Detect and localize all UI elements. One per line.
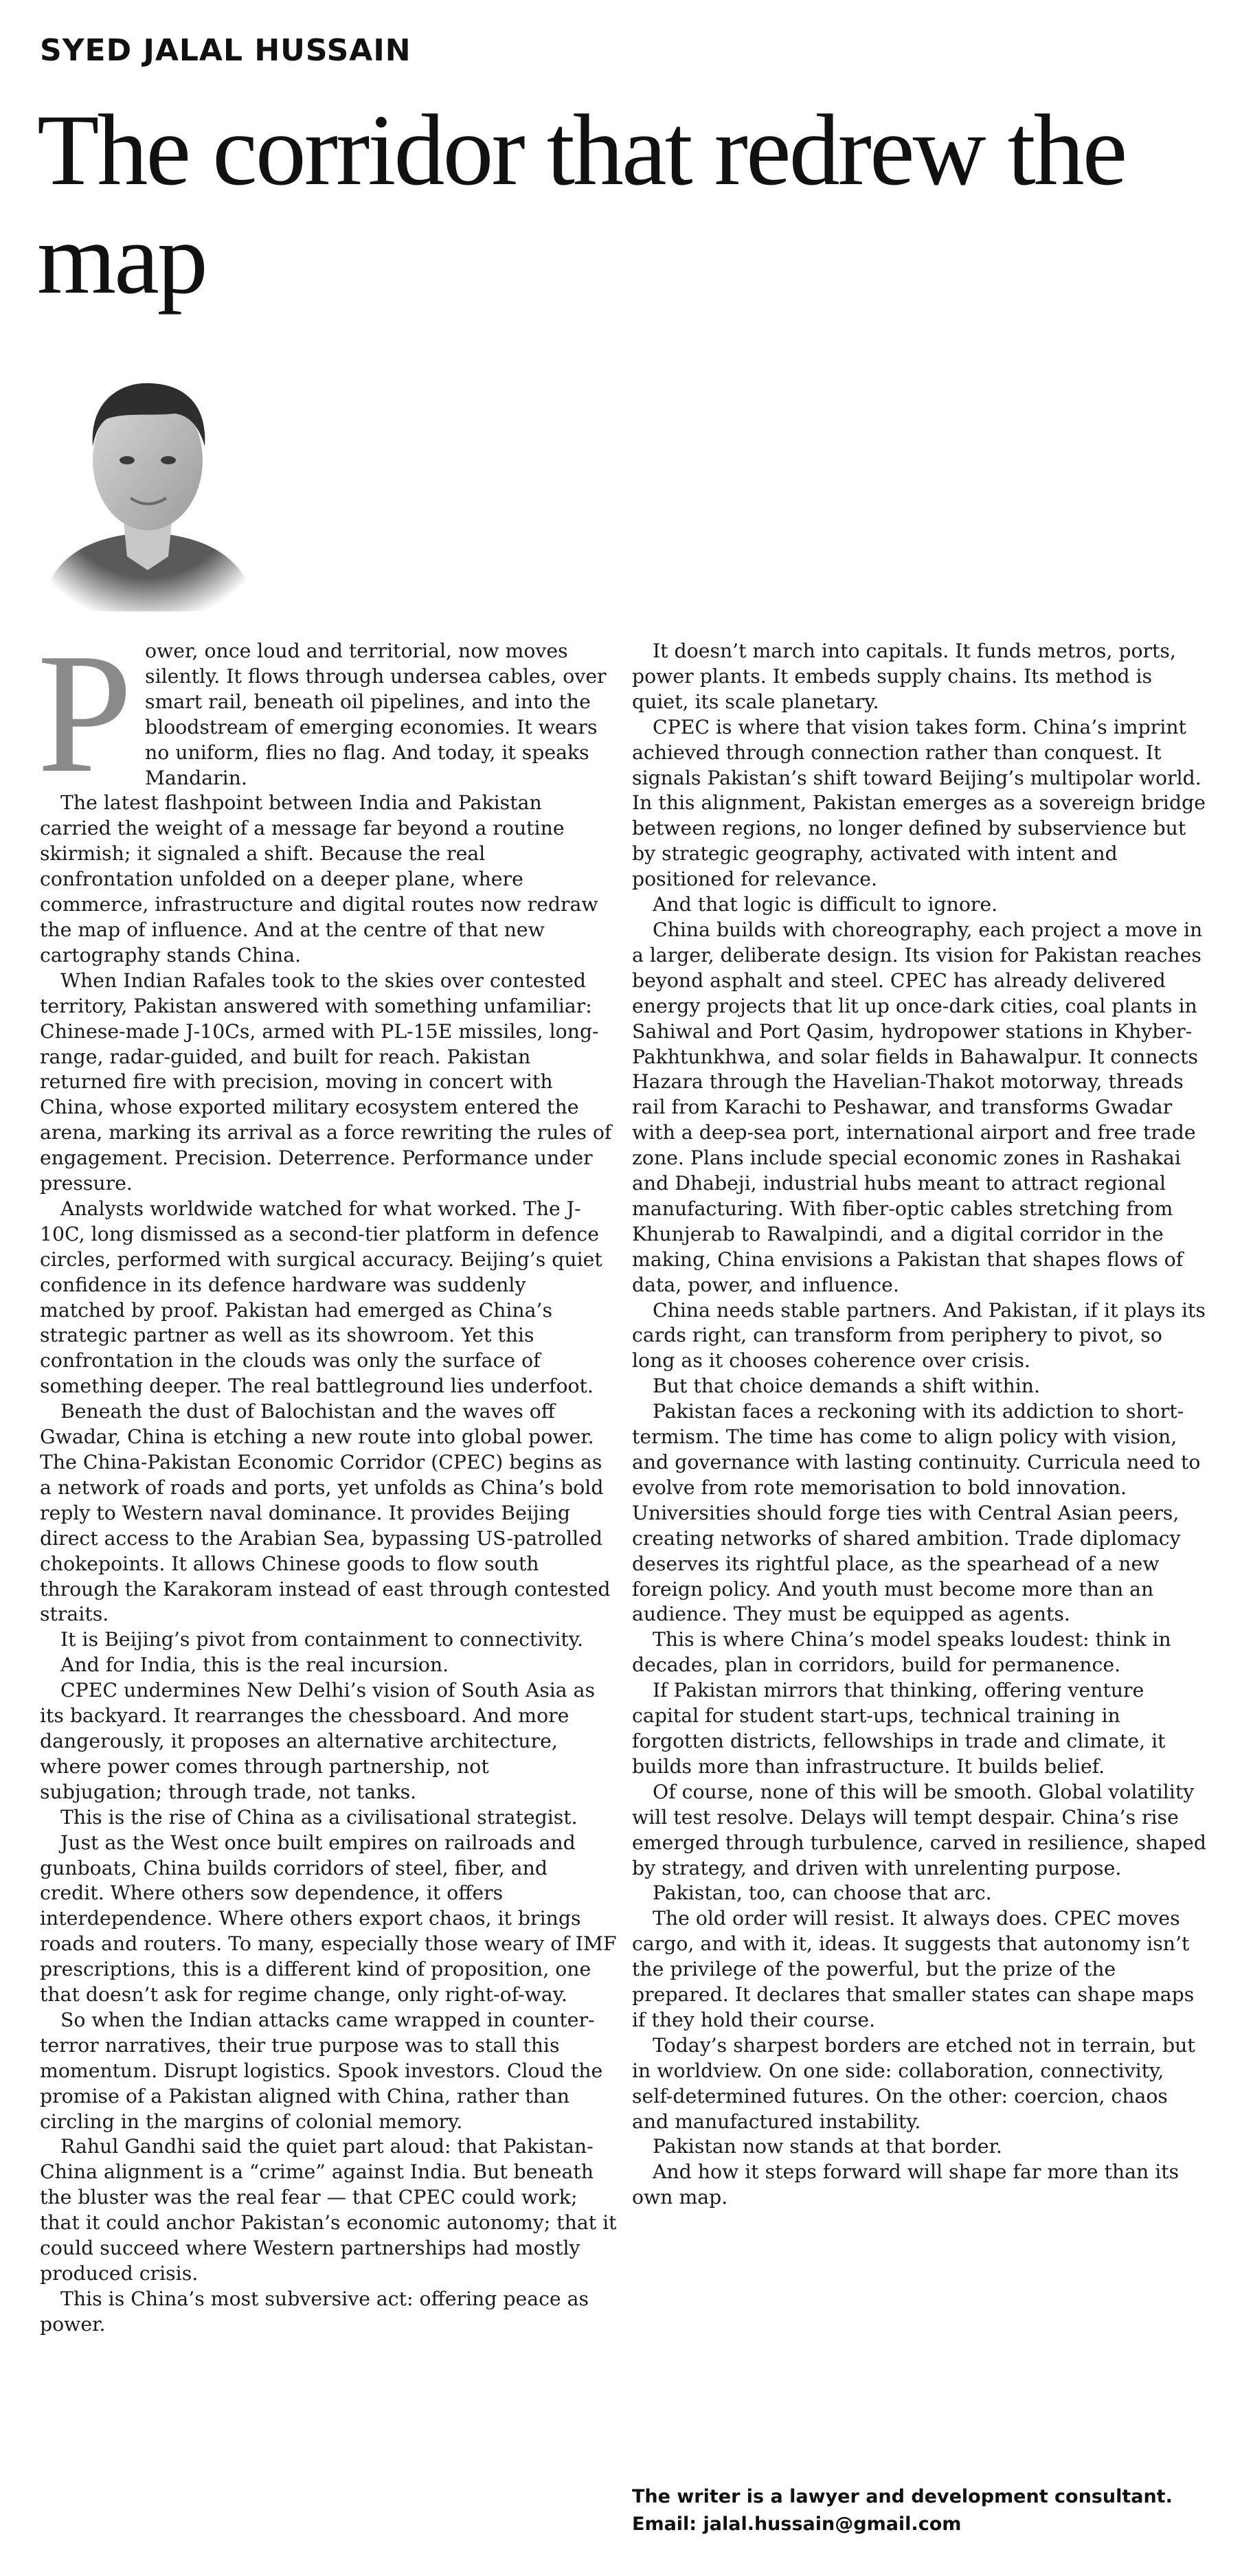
article-column-left [37,618,617,2338]
paragraph: When Indian Rafales took to the skies over contested territory, Pakistan answered with something unfamiliar: Chinese-made J-10Cs, armed with PL-15E missiles, long-range, radar-guided, and built for reach. Pakistan returned fire with precision, moving in concert with China, whose exported military ecosystem entered the arena, marking its arrival as a force rewriting the rules of engagement. Precision. Deterrence. Performance under pressure. [40,969,612,1195]
paragraph: China builds with choreography, each project a move in a larger, deliberate design. Its vision for Pakistan reaches beyond asphalt and steel. CPEC has already delivered energy projects that lit up once-dark cities, coal plants in Sahiwal and Port Qasim, hydropower stations in Khyber-Pakhtunkhwa, and solar fields in Bahawalpur. It connects Hazara through the Havelian-Thakot motorway, threads rail from Karachi to Peshawar, and transforms Gwadar with a deep-sea port, international airport and free trade zone. Plans include special economic zones in Rashakai and Dhabeji, industrial hubs meant to attract regional manufacturing. With fiber-optic cables stretching from Khunjerab to Rawalpindi, and a digital corridor in the making, China envisions a Pakistan that shapes flows of data, power, and influence. [632,918,1203,1296]
paragraph: This is where China’s model speaks loudest: think in decades, plan in corridors, build for permanence. [632,1628,1171,1677]
paragraph: It is Beijing’s pivot from containment to connectivity. [60,1628,583,1651]
paragraph: Pakistan now stands at that border. [653,2135,1002,2158]
paragraph: CPEC is where that vision takes form. China’s imprint achieved through connection rather than conquest. It signals Pakistan’s shift toward Beijing’s multipolar world. In this alignment, Pakistan emerges as a sovereign bridge between regions, no longer defined by subservience but by strategic geography, activated with intent and positioned for relevance. [632,715,1206,891]
paragraph: And how it steps forward will shape far more than its own map. [632,2160,1179,2209]
paragraph: So when the Indian attacks came wrapped in counter-terror narratives, their true purpose was to stall this momentum. Disrupt logistics. Spook investors. Cloud the promise of a Pakistan aligned with China, rather than circling in the margins of colonial memory. [40,2008,603,2133]
paragraph: If Pakistan mirrors that thinking, offering venture capital for student start-ups, technical training in forgotten districts, fellowships in trade and climate, it builds more than infrastructure. It builds belief. [632,1679,1166,1778]
lead-paragraph: Power, once loud and territorial, now moves silently. It flows through undersea cables, over smart rail, beneath oil pipelines, and into the bloodstream of emerging economies. It wears no uniform, flies no flag. And today, it speaks Mandarin. [37,618,607,809]
paragraph: Rahul Gandhi said the quiet part aloud: that Pakistan-China alignment is a “crime” against India. But beneath the bluster was the real fear — that CPEC could work; that it could anchor Pakistan’s economic autonomy; that it could succeed where Western partnerships had mostly produced crisis. [40,2135,617,2285]
paragraph: And for India, this is the real incursion. [60,1653,449,1677]
author-byline: SYED JALAL HUSSAIN [40,33,411,68]
paragraph: Of course, none of this will be smooth. Global volatility will test resolve. Delays will tempt despair. China’s rise emerged through turbulence, carved in resilience, shaped by strategy, and driven with unrelenting purpose. [632,1780,1207,1879]
paragraph: Pakistan faces a reckoning with its addiction to short-termism. The time has come to align policy with vision, and governance with lasting continuity. Curricula need to evolve from rote memorisation to bold innovation. Universities should forge ties with Central Asian peers, creating networks of shared ambition. Trade diplomacy deserves its rightful place, as the spearhead of a new foreign policy. And youth must become more than an audience. They must be equipped as agents. [632,1400,1201,1626]
author-email: Email: jalal.hussain@gmail.com [632,2513,962,2535]
paragraph: The latest flashpoint between India and Pakistan carried the weight of a message far beyond a routine skirmish; it signaled a shift. Because the real confrontation unfolded on a deeper plane, where commerce, infrastructure and digital routes now redraw the map of influence. And at the centre of that new cartography stands China. [40,791,598,967]
writer-note: The writer is a lawyer and development consultant. [632,2486,1173,2507]
paragraph: CPEC undermines New Delhi’s vision of South Asia as its backyard. It rearranges the chessboard. And more dangerously, it proposes an alternative architecture, where power comes through partnership, not subjugation; through trade, not tanks. [40,1679,596,1803]
paragraph: Today’s sharpest borders are etched not in terrain, but in worldview. On one side: collaboration, connectivity, self-determined futures. On the other: coercion, chaos and manufactured instability. [632,2033,1195,2133]
paragraph: Pakistan, too, can choose that arc. [653,1882,992,1905]
paragraph: And that logic is difficult to ignore. [653,893,998,916]
paragraph: Analysts worldwide watched for what worked. The J-10C, long dismissed as a second-tier platform in defence circles, performed with surgical accuracy. Beijing’s quiet confidence in its defence hardware was suddenly matched by proof. Pakistan had emerged as China’s strategic partner as well as its showroom. Yet this confrontation in the clouds was only the surface of something deeper. The real battleground lies underfoot. [40,1197,602,1398]
paragraph: The old order will resist. It always does. CPEC moves cargo, and with it, ideas. It suggests that autonomy isn’t the privilege of the powerful, but the prize of the prepared. It declares that smaller states can shape maps if they hold their course. [632,1907,1195,2031]
paragraph: Beneath the dust of Balochistan and the waves off Gwadar, China is etching a new route into global power. The China-Pakistan Economic Corridor (CPEC) begins as a network of roads and ports, yet unfolds as China’s bold reply to Western naval dominance. It provides Beijing direct access to the Arabian Sea, bypassing US-patrolled chokepoints. It allows Chinese goods to flow south through the Karakoram instead of east through contested straits. [40,1400,611,1626]
paragraph: But that choice demands a shift within. [653,1375,1041,1398]
paragraph: Just as the West once built empires on railroads and gunboats, China builds corridors of steel, fiber, and credit. Where others sow dependence, it offers interdependence. Where others export chaos, it brings roads and routers. To many, especially those weary of IMF prescriptions, this is a different kind of proposition, one that doesn’t ask for regime change, only right-of-way. [40,1831,617,2007]
paragraph: China needs stable partners. And Pakistan, if it plays its cards right, can transform from periphery to pivot, so long as it chooses coherence over crisis. [632,1298,1206,1372]
paragraph: This is the rise of China as a civilisational strategist. [60,1805,578,1829]
headline: The corridor that redrew the map [37,94,1126,315]
article-column-right [632,639,1209,2211]
paragraph: This is China’s most subversive act: offering peace as power. [40,2287,589,2336]
author-footer [632,2483,1223,2538]
author-portrait [27,350,268,611]
drop-cap: P [37,618,133,809]
paragraph: It doesn’t march into capitals. It funds metros, ports, power plants. It embeds supply chains. Its method is quiet, its scale planetary. [632,640,1176,713]
